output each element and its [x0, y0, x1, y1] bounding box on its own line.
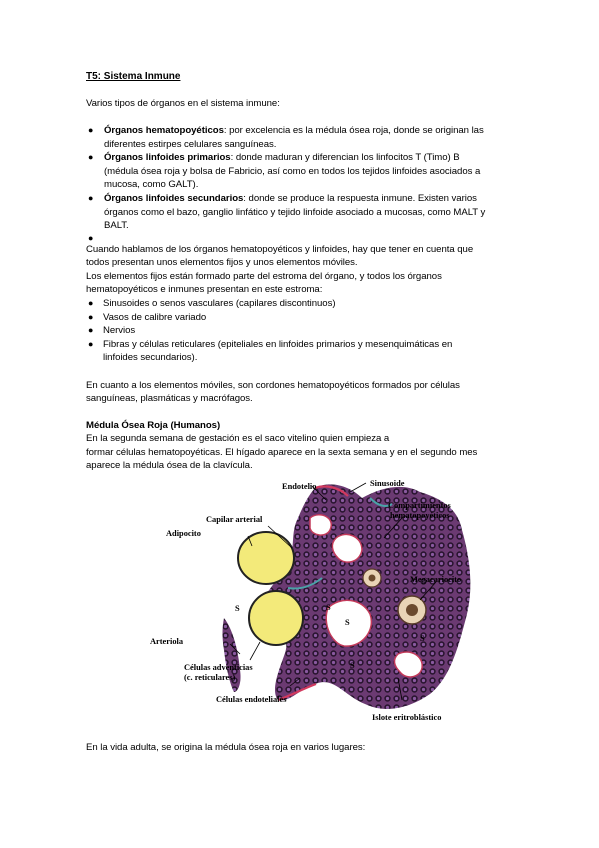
list-item: Sinusoides o senos vasculares (capilares discontinuos): [103, 298, 336, 309]
paragraph-line: En cuanto a los elementos móviles, son cordones hematopoyéticos formados por células: [86, 380, 460, 391]
list-item-text: : donde se produce la respuesta inmune. Existen varios: [243, 193, 477, 204]
label-arteriola: Arteriola: [150, 637, 184, 646]
paragraph-line: Cuando hablamos de los órganos hematopoyéticos y linfoides, hay que tener en cuenta que: [86, 244, 474, 255]
list-item: [104, 124, 484, 138]
label-reticulares: (c. reticulares): [184, 673, 236, 682]
sinusoid: [310, 515, 331, 535]
label-megacariocito: Megacariocito: [410, 575, 462, 584]
section-heading: Médula Ósea Roja (Humanos): [86, 420, 221, 431]
label-s: S: [350, 661, 355, 670]
list-item: [104, 151, 460, 165]
bullet-dot: ●: [88, 325, 94, 335]
intro-text: Varios tipos de órganos en el sistema inmune:: [86, 98, 280, 109]
bone-marrow-histology-figure: [140, 478, 510, 726]
page-title: T5: Sistema Inmune: [86, 71, 181, 82]
bullet-dot: ●: [88, 298, 94, 308]
label-s: S: [326, 603, 331, 612]
paragraph-line: hematopoyéticos e inmunes presentan en este estroma:: [86, 284, 323, 295]
paragraph-line: En la segunda semana de gestación es el saco vitelino quien empieza a: [86, 433, 390, 444]
label-adipocito: Adipocito: [166, 529, 201, 538]
bullet-dot: ●: [88, 339, 94, 349]
list-item: Fibras y células reticulares (epiteliales en linfoides primarios y mesenquimáticas en: [103, 339, 453, 350]
label-endoteliales: Células endoteliales: [216, 695, 287, 704]
adipocyte: [238, 532, 294, 584]
list-item-term: Órganos linfoides secundarios: [104, 193, 244, 204]
paragraph-line: aparece la médula ósea de la clavícula.: [86, 460, 253, 471]
label-s: S: [345, 618, 350, 627]
list-item-text: mucosa, como GALT).: [104, 179, 199, 190]
list-item-text: : donde maduran y diferencian los linfocitos T (Timo) B: [230, 152, 460, 163]
adipocyte: [249, 591, 303, 645]
paragraph-line: Los elementos fijos están formado parte del estroma del órgano, y todos los órganos: [86, 271, 442, 282]
paragraph-line: sanguíneas, plasmáticas y macrófagos.: [86, 393, 253, 404]
label-endotelio: Endotelio: [282, 482, 317, 491]
bullet-dot: ●: [88, 193, 94, 203]
list-item: [104, 192, 477, 206]
list-item-text: : por excelencia es la médula ósea roja, donde se originan las: [223, 125, 484, 136]
label-compartimientos: Compartimientos: [388, 501, 451, 510]
label-islote: Islote eritroblástico: [372, 713, 442, 722]
bullet-dot: ●: [88, 233, 94, 243]
label-s: S: [235, 604, 240, 613]
list-item-term: Órganos linfoides primarios: [104, 152, 231, 163]
list-item-term: Órganos hematopoyéticos: [104, 125, 224, 136]
label-s: S: [420, 634, 425, 643]
list-item: Vasos de calibre variado: [103, 312, 207, 323]
list-item-text: diferentes estirpes celulares sanguíneas.: [104, 139, 277, 150]
closing-text: En la vida adulta, se origina la médula ósea roja en varios lugares:: [86, 742, 366, 753]
paragraph-line: todos presentan unos elementos fijos y unos elementos móviles.: [86, 257, 358, 268]
label-sinusoide: Sinusoide: [370, 479, 405, 488]
label-hematopoyeticos: hematopoyéticos: [390, 511, 450, 520]
paragraph-line: formar células hematopoyéticas. El hígado aparece en la sexta semana y en el segundo mes: [86, 447, 478, 458]
bullet-dot: ●: [88, 152, 94, 162]
bullet-dot: ●: [88, 312, 94, 322]
list-item-text: BALT.: [104, 220, 129, 231]
list-item-text: linfoides secundarios).: [103, 352, 198, 363]
label-adventicias: Células adventicias: [184, 663, 253, 672]
bullet-dot: ●: [88, 125, 94, 135]
list-item-text: (médula ósea roja y bolsa de Fabricio, así como en todos los tejidos linfoides asociados a: [104, 166, 481, 177]
list-item-text: órganos como el bazo, ganglio linfático y tejido linfoide asociado a mucosas, como MALT y: [104, 207, 486, 218]
label-capilar-arterial: Capilar arterial: [206, 515, 263, 524]
list-item: Nervios: [103, 325, 136, 336]
